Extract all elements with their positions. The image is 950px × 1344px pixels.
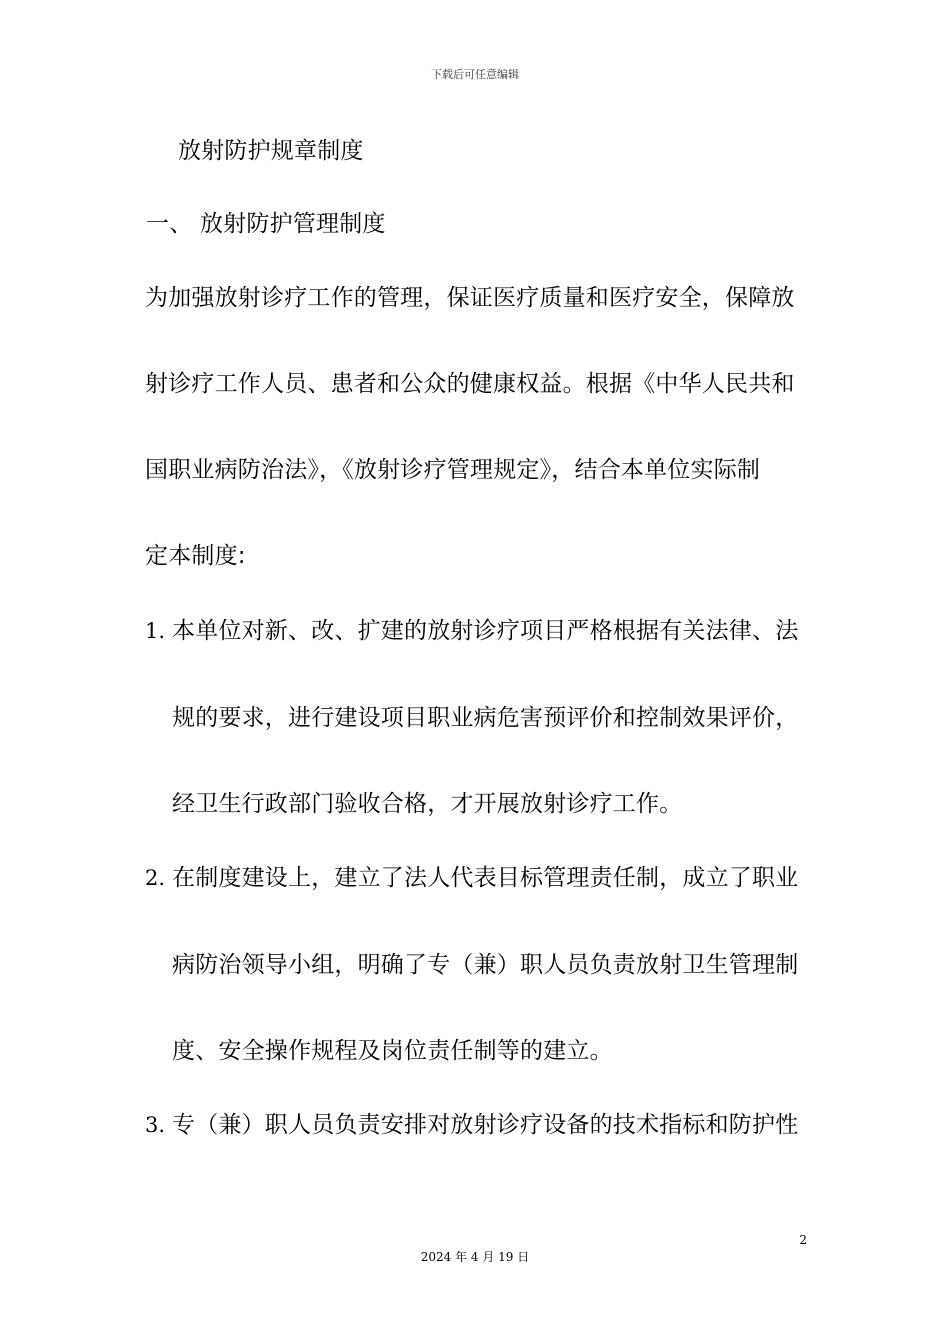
item-2-line-3: 度、安全操作规程及岗位责任制等的建立。 — [172, 1038, 613, 1064]
item-3-line-1: 专（兼）职人员负责安排对放射诊疗设备的技术指标和防护性 — [172, 1112, 799, 1138]
intro-line-1: 为加强放射诊疗工作的管理，保证医疗质量和医疗安全，保障放 — [145, 285, 795, 311]
item-number-2: 2. — [145, 866, 166, 890]
document-title: 放射防护规章制度 — [178, 138, 364, 164]
page-header: 下载后可任意编辑 — [431, 68, 519, 81]
intro-line-4: 定本制度: — [145, 543, 246, 569]
page-number: 2 — [799, 1233, 807, 1247]
section-heading — [146, 209, 386, 239]
item-1-line-1: 本单位对新、改、扩建的放射诊疗项目严格根据有关法律、法 — [172, 618, 799, 644]
section-number: 一、 — [146, 211, 193, 237]
intro-line-3: 国职业病防治法》，《放射诊疗管理规定》，结合本单位实际制 — [145, 457, 761, 483]
item-1-line-3: 经卫生行政部门验收合格，才开展放射诊疗工作。 — [172, 791, 683, 817]
footer-date: 2024 年 4 月 19 日 — [420, 1250, 530, 1264]
item-number-3: 3. — [145, 1113, 166, 1137]
item-number-1: 1. — [145, 619, 166, 643]
item-2-line-2: 病防治领导小组，明确了专（兼）职人员负责放射卫生管理制 — [172, 952, 799, 978]
item-2-line-1: 在制度建设上，建立了法人代表目标管理责任制，成立了职业 — [172, 865, 799, 891]
item-1-line-2: 规的要求，进行建设项目职业病危害预评价和控制效果评价， — [172, 705, 799, 731]
section-title: 放射防护管理制度 — [200, 211, 386, 237]
intro-line-2: 射诊疗工作人员、患者和公众的健康权益。根据《中华人民共和 — [145, 371, 795, 397]
